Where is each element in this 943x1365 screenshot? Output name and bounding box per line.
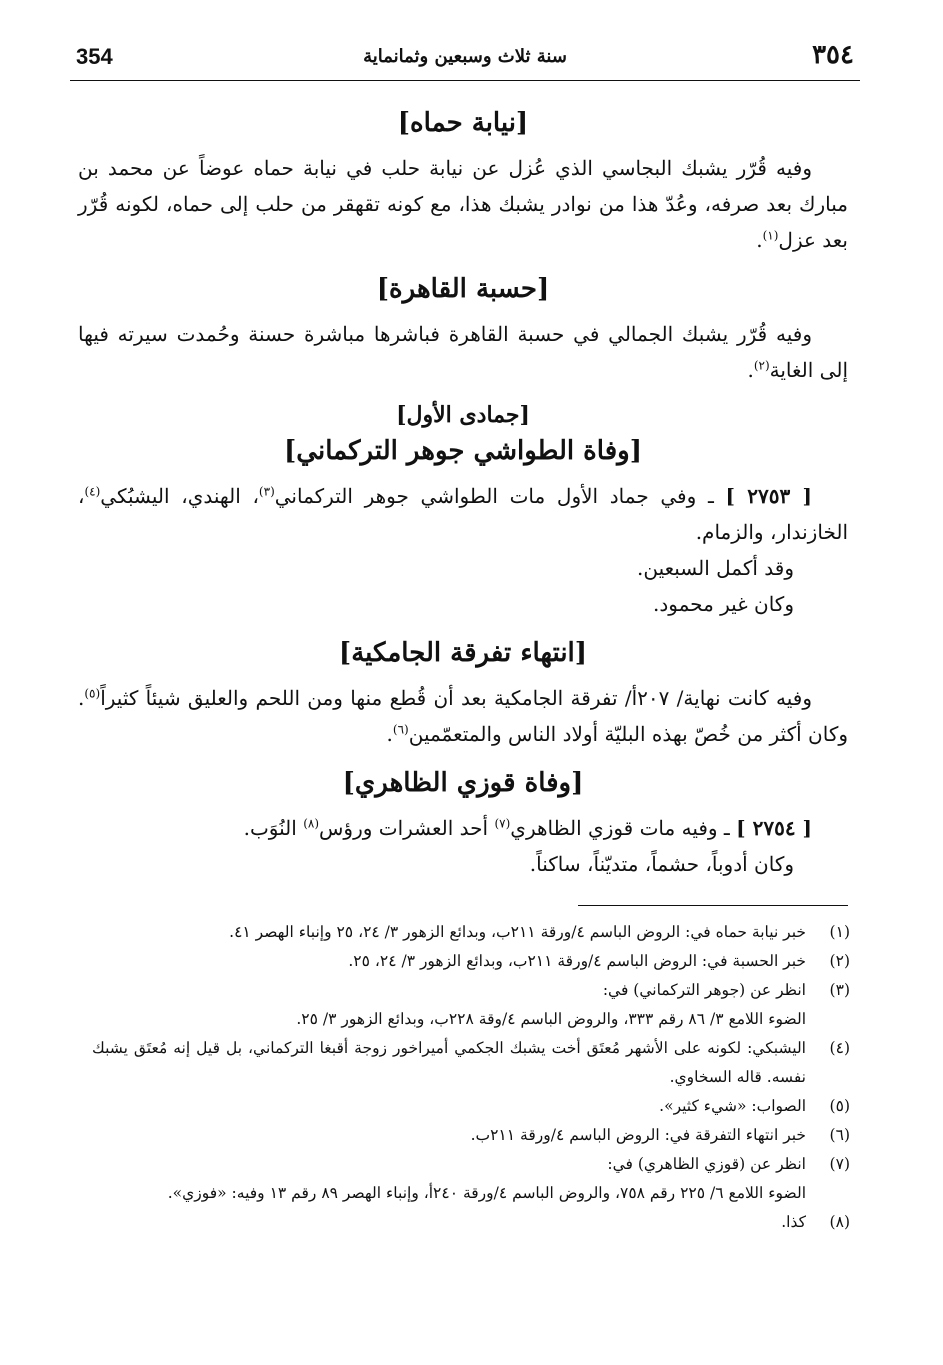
footnote-ref: (٥) [84, 686, 101, 701]
footnote-continuation: الضوء اللامع ٦/ ٢٢٥ رقم ٧٥٨، والروض الباسم ٤/ورقة ٢٤٠أ، وإنباء الهصر ٨٩ رقم ١٣ وفيه: «فوزي». [167, 1184, 806, 1202]
paragraph-qawzi: [ ٢٧٥٤ ] ـ وفيه مات قوزي الظاهري$^{(٧)}$ أحد العشرات ورؤس$^{(٨)}$ النُوَب. [243, 816, 812, 840]
page-header [70, 38, 860, 78]
footnote: (٨) كذا. [92, 1208, 850, 1237]
footnote: (٢) خبر الحسبة في: الروض الباسم ٤/ورقة ٢١١ب، وبدائع الزهور ٣/ ٢٤، ٢٥. [92, 947, 850, 976]
page-number-latin: 354 [76, 44, 113, 69]
footnote-ref: (٢) [753, 358, 770, 373]
section-heading-tawashi: [وفاة الطواشي جوهر التركماني] [283, 436, 642, 466]
footnote-number: (٨) [829, 1213, 850, 1231]
footnote-rule [578, 905, 848, 906]
footnote-number: (٥) [829, 1097, 850, 1115]
paragraph-hisba: وفيه قُرّر يشبك الجمالي في حسبة القاهرة فباشرها مباشرة حسنة وحُمدت سيرته فيها إلى الغاية$^{(٢)}$. [78, 322, 848, 382]
paragraph-tawashi: [ ٢٧٥٣ ] ـ وفي جماد الأول مات الطواشي جوهر التركماني$^{(٣)}$، الهندي، اليشبُكي$^{(٤)}$، الخازندار، والزمام. [78, 484, 848, 544]
footnote: (٣) انظر عن (جوهر التركماني) في: [92, 976, 850, 1005]
footnote-number: (٤) [829, 1039, 850, 1057]
footnote-ref: (٨) [303, 816, 320, 831]
text-line: وكان أدوباً، حشماً، متديّناً، ساكناً. [529, 852, 794, 876]
footnote-ref: (٣) [258, 484, 275, 499]
footnote-ref: (٤) [84, 484, 101, 499]
footnote-continuation: الضوء اللامع ٣/ ٨٦ رقم ٣٣٣، والروض الباسم ٤/وقة ٢٢٨ب، وبدائع الزهور ٣/ ٢٥. [296, 1010, 806, 1028]
entry-number: [ ٢٧٥٤ ] [736, 816, 812, 840]
footnote-ref: (٧) [494, 816, 511, 831]
running-title: سنة ثلاث وسبعين وثمانماية [363, 46, 567, 67]
section-heading-jamakiyya: [انتهاء تفرقة الجامكية] [338, 638, 588, 668]
section-heading-hisba: [حسبة القاهرة] [376, 274, 550, 304]
page-number-arabic: ٣٥٤ [812, 40, 854, 70]
footnote: (١) خبر نيابة حماه في: الروض الباسم ٤/ورقة ٢١١ب، وبدائع الزهور ٣/ ٢٤، ٢٥ وإنباء الهصر ٤١. [92, 918, 850, 947]
footnote-number: (١) [829, 923, 850, 941]
footnote-ref: (١) [762, 228, 779, 243]
entry-number: [ ٢٧٥٣ ] [725, 484, 812, 508]
footnote: (٤) اليشبكي: لكونه على الأشهر مُعتَق أخت يشبك الجكمي أميراخور زوجة أقبغا التركماني، بل قيل إنه مُعتَق يشبك نفسه. قاله السخاوي. [92, 1034, 850, 1092]
section-heading-qawzi: [وفاة قوزي الظاهري] [342, 768, 584, 798]
footnote: (٥) الصواب: «شيء كثير». [92, 1092, 850, 1121]
footnote-number: (٦) [829, 1126, 850, 1144]
footnote-number: (٢) [829, 952, 850, 970]
text-line: وقد أكمل السبعين. [636, 556, 794, 580]
header-rule [70, 80, 860, 81]
footnotes [92, 918, 850, 1237]
month-heading: [جمادى الأول] [396, 402, 530, 428]
footnote-number: (٣) [829, 981, 850, 999]
footnote: (٧) انظر عن (قوزي الظاهري) في: [92, 1150, 850, 1179]
footnote: (٦) خبر انتهاء التفرقة في: الروض الباسم ٤/ورقة ٢١١ب. [92, 1121, 850, 1150]
text-line: وكان غير محمود. [653, 592, 794, 616]
paragraph-jamakiyya: وفيه كانت نهاية/ ٢٠٧أ/ تفرقة الجامكية بعد أن قُطع منها ومن اللحم والعليق شيئاً كثيراً$^{(٥)}$. وكان أكثر من خُصّ بهذه البليّة أولاد الناس والمتعمّمين$^{(٦)}$. [78, 686, 848, 746]
section-heading-hama: [نيابة حماه] [397, 108, 529, 138]
main-text [78, 92, 848, 882]
footnote-number: (٧) [829, 1155, 850, 1173]
paragraph-hama: وفيه قُرّر يشبك البجاسي الذي عُزل عن نيابة حلب في نيابة حماه عوضاً عن محمد بن مبارك بعد صرفه، وعُدّ هذا من نوادر يشبك هذا، مع كونه تقهقر من حلب إلى حماه، لكونه قُرّر بعد عزل$^{(١)}$. [78, 156, 848, 252]
footnote-ref: (٦) [392, 722, 409, 737]
